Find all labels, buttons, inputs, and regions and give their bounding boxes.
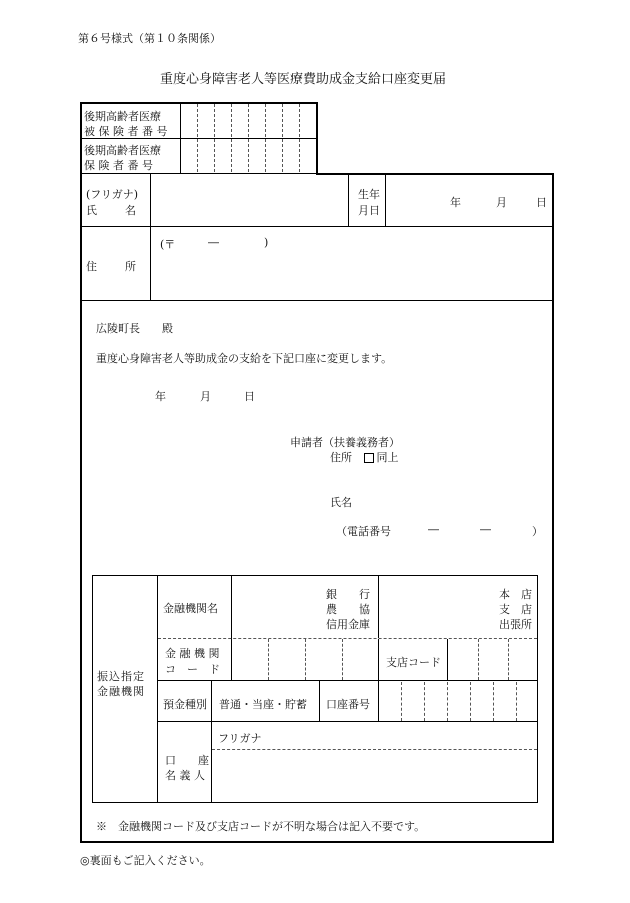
dob-day: 日 — [536, 196, 547, 209]
insurer-number-label-1: 後期高齢者医療 — [84, 144, 161, 157]
reverse-note: ◎裏面もご記入ください。 — [80, 854, 211, 867]
dob-month: 月 — [496, 196, 507, 209]
type-main-branch: 本 店 — [499, 588, 532, 601]
same-label: 同上 — [376, 451, 399, 464]
holder-furigana: フリガナ — [218, 732, 262, 745]
date-month: 月 — [200, 390, 211, 403]
same-checkbox[interactable] — [364, 453, 374, 463]
date-day: 日 — [244, 390, 255, 403]
form-number: 第６号様式（第１０条関係） — [78, 32, 221, 45]
type-agri: 農 協 — [326, 603, 370, 616]
deposit-types: 普通・当座・貯蓄 — [219, 698, 307, 711]
dob-year: 年 — [450, 196, 461, 209]
phone-dash-1: ― — [428, 523, 439, 536]
address-label: 住 所 — [86, 260, 138, 273]
type-bank: 銀 行 — [326, 588, 370, 601]
phone-label: （電話番号 — [336, 525, 391, 538]
deposit-type-label: 預金種別 — [163, 698, 207, 711]
addressee: 広陵町長 殿 — [96, 322, 173, 335]
form-title: 重度心身障害老人等医療費助成金支給口座変更届 — [160, 72, 447, 87]
dob-label-1: 生年 — [358, 188, 380, 201]
applicant-address — [330, 449, 399, 465]
inst-code-label-2: コ ー ド — [165, 663, 220, 676]
phone-dash-2: ― — [480, 523, 491, 536]
applicant-address-label: 住所 — [330, 451, 352, 464]
applicant-label: 申請者（扶養義務者） — [290, 436, 400, 449]
name-label: 氏 名 — [86, 204, 138, 217]
request-text: 重度心身障害老人等助成金の支給を下記口座に変更します。 — [96, 352, 393, 365]
bank-section-label-1: 振込指定 — [97, 670, 145, 683]
insurer-number-label-2: 保 険 者 番 号 — [84, 159, 153, 172]
type-credit: 信用金庫 — [326, 618, 370, 631]
bank-section-label-2: 金融機関 — [97, 685, 145, 698]
holder-label-1: 口 座 — [165, 754, 209, 767]
inst-code-label-1: 金 融 機 関 — [165, 647, 220, 660]
date-year: 年 — [155, 390, 166, 403]
branch-code-label: 支店コード — [386, 656, 441, 669]
holder-label-2: 名 義 人 — [165, 769, 205, 782]
phone-close: ） — [532, 525, 543, 538]
postal-dash: ― — [208, 236, 219, 249]
note: ※ 金融機関コード及び支店コードが不明な場合は記入不要です。 — [96, 820, 426, 833]
type-office: 出張所 — [499, 618, 532, 631]
postal-close: ) — [264, 236, 269, 249]
type-branch: 支 店 — [499, 603, 532, 616]
furigana-label: (フリガナ) — [86, 188, 139, 201]
insured-number-label-2: 被 保 険 者 番 号 — [84, 125, 168, 138]
postal-open: (〒 — [160, 238, 176, 251]
insured-number-label-1: 後期高齢者医療 — [84, 110, 161, 123]
applicant-name-label: 氏名 — [330, 496, 352, 509]
institution-name-label: 金融機関名 — [163, 602, 218, 615]
account-number-label: 口座番号 — [326, 698, 370, 711]
dob-label-2: 月日 — [358, 204, 380, 217]
